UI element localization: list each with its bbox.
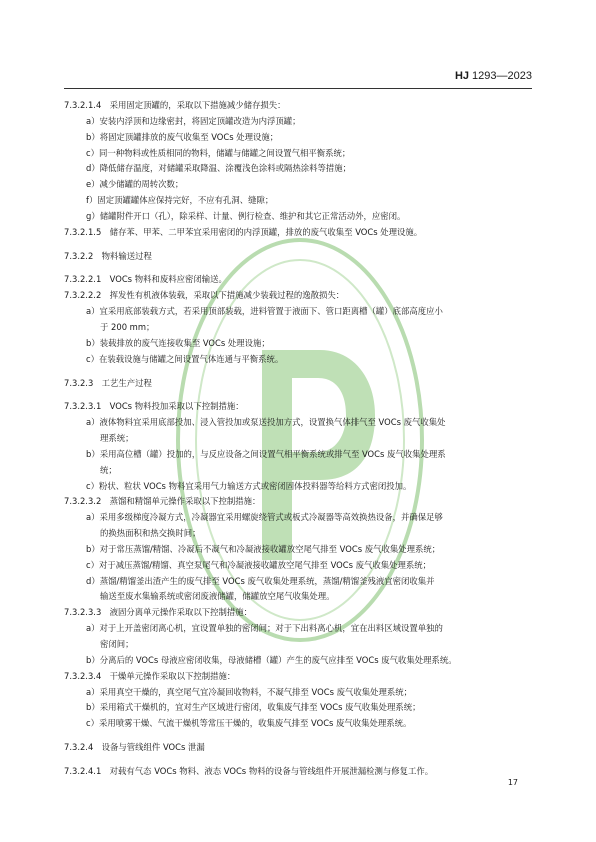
list-item-line: d）降低储存温度，对储罐采取降温、涂覆浅色涂料或隔热涂料等措施；	[86, 163, 351, 174]
list-item-line: 密闭间；	[100, 639, 134, 649]
clause-line: 7.3.2.1.4 采用固定顶罐的，采取以下措施减少储存损失：	[64, 100, 286, 110]
list-item-line: 统；	[100, 464, 117, 475]
list-item-line: c）同一种物料或性质相同的物料，储罐与储罐之间设置气相平衡系统；	[86, 147, 351, 158]
list-item-line: f）固定顶罐罐体应保持完好，不应有孔洞、缝隙；	[86, 195, 274, 206]
list-item-line: b）分离后的 VOCs 母液应密闭收集，母液储槽（罐）产生的废气应排至 VOCs 废气收集处理系统。	[86, 654, 457, 665]
list-item-line: b）将固定顶罐排放的废气收集至 VOCs 处理设施；	[86, 131, 279, 142]
header-rule	[64, 88, 532, 89]
standard-code: HJ 1293—2023	[454, 70, 532, 82]
list-item-line: 的换热面积和热交换时间；	[100, 528, 201, 539]
list-item-line: b）对于常压蒸馏/精馏、冷凝后不凝气和冷凝液接收罐放空尾气排至 VOCs 废气收集处理系统；	[86, 543, 441, 554]
clause-line: 7.3.2.4.1 对载有气态 VOCs 物料、液态 VOCs 物料的设备与管线组件开展泄漏检测与修复工作。	[64, 765, 434, 776]
spacer	[64, 368, 532, 376]
list-item-line: g）储罐附件开口（孔），除采样、计量、例行检查、维护和其它正常活动外，应密闭。	[86, 210, 406, 221]
spacer	[64, 732, 532, 740]
spacer	[64, 756, 532, 764]
list-item-line: a）液体物料宜采用底部投加、浸入管投加或泵送投加方式，设置换气体排气至 VOCs 废气收集处	[86, 417, 446, 428]
list-item-line: a）采用多级梯度冷凝方式，冷凝器宜采用螺旋绕管式或板式冷凝器等高效换热设备，并确保足够	[86, 512, 443, 523]
list-item-line: 理系统；	[100, 433, 134, 444]
list-item-line: a）安装内浮顶和边缘密封，将固定顶罐改造为内浮顶罐；	[86, 115, 301, 126]
clause-line: 7.3.2.3.2 蒸馏和精馏单元操作采取以下控制措施：	[64, 496, 261, 507]
document-body	[64, 98, 532, 780]
list-item-line: c）粉状、粒状 VOCs 物料宜采用气力输送方式或密闭固体投料器等给料方式密闭投加。	[86, 480, 412, 491]
clause-line: 7.3.2.3.1 VOCs 物料投加采取以下控制措施：	[64, 401, 244, 412]
list-item-line: a）宜采用底部装载方式，若采用顶部装载，进料管置于液面下、管口距离槽（罐）底部高度应小	[86, 306, 443, 317]
list-item-line: d）蒸馏/精馏釜出渣产生的废气排至 VOCs 废气收集处理系统，蒸馏/精馏釜残液宜密闭收集并	[86, 575, 435, 586]
list-item-line: c）采用喷雾干燥、气流干燥机等常压干燥的，收集废气排至 VOCs 废气收集处理系统。	[86, 718, 412, 729]
list-item-line: b）装载排放的废气连接收集至 VOCs 处理设施；	[86, 337, 270, 348]
clause-line: 7.3.2.3 工艺生产过程	[64, 377, 152, 388]
clause-line: 7.3.2.3.4 干燥单元操作采取以下控制措施：	[64, 670, 236, 681]
clause-line: 7.3.2.2.1 VOCs 物料和废料应密闭输送。	[64, 274, 227, 285]
clause-line: 7.3.2.2.2 挥发性有机液体装载，采取以下措施减少装载过程的逸散损失：	[64, 290, 345, 301]
list-item-line: e）减少储罐的周转次数；	[86, 179, 184, 190]
list-item-line: a）采用真空干燥的，真空尾气宜冷凝回收物料，不凝气排至 VOCs 废气收集处理系统；	[86, 686, 412, 697]
list-item-line: a）对于上开盖密闭离心机，宜设置单独的密闭间；对于下出料离心机，宜在出料区域设置单独的	[86, 623, 443, 634]
page-number: 17	[507, 778, 518, 787]
spacer	[64, 391, 532, 399]
spacer	[64, 241, 532, 249]
clause-line: 7.3.2.3.3 液固分离单元操作采取以下控制措施：	[64, 607, 253, 618]
list-item-line: c）在装载设施与储罐之间设置气体连通与平衡系统。	[86, 353, 284, 364]
list-item-line: 输送至废水集输系统或密闭废液储罐，储罐放空尾气收集处理。	[100, 591, 335, 602]
list-item-line: b）采用箱式干燥机的，宜对生产区域进行密闭，收集废气排至 VOCs 废气收集处理系统；	[86, 702, 421, 713]
clause-line: 7.3.2.4 设备与管线组件 VOCs 泄漏	[64, 742, 205, 753]
spacer	[64, 264, 532, 272]
list-item-line: b）采用高位槽（罐）投加的，与反应设备之间设置气相平衡系统或排气至 VOCs 废气收集处理系	[86, 448, 446, 459]
clause-line: 7.3.2.2 物料输送过程	[64, 250, 152, 261]
list-item-line: c）对于减压蒸馏/精馏、真空泵尾气和冷凝液接收罐放空尾气排至 VOCs 废气收集处理系统；	[86, 559, 432, 570]
list-item-line: 于 200 mm；	[100, 321, 155, 332]
clause-line: 7.3.2.1.5 储存苯、甲苯、二甲苯宜采用密闭的内浮顶罐，排放的废气收集至 VOCs 处理设施。	[64, 226, 423, 237]
